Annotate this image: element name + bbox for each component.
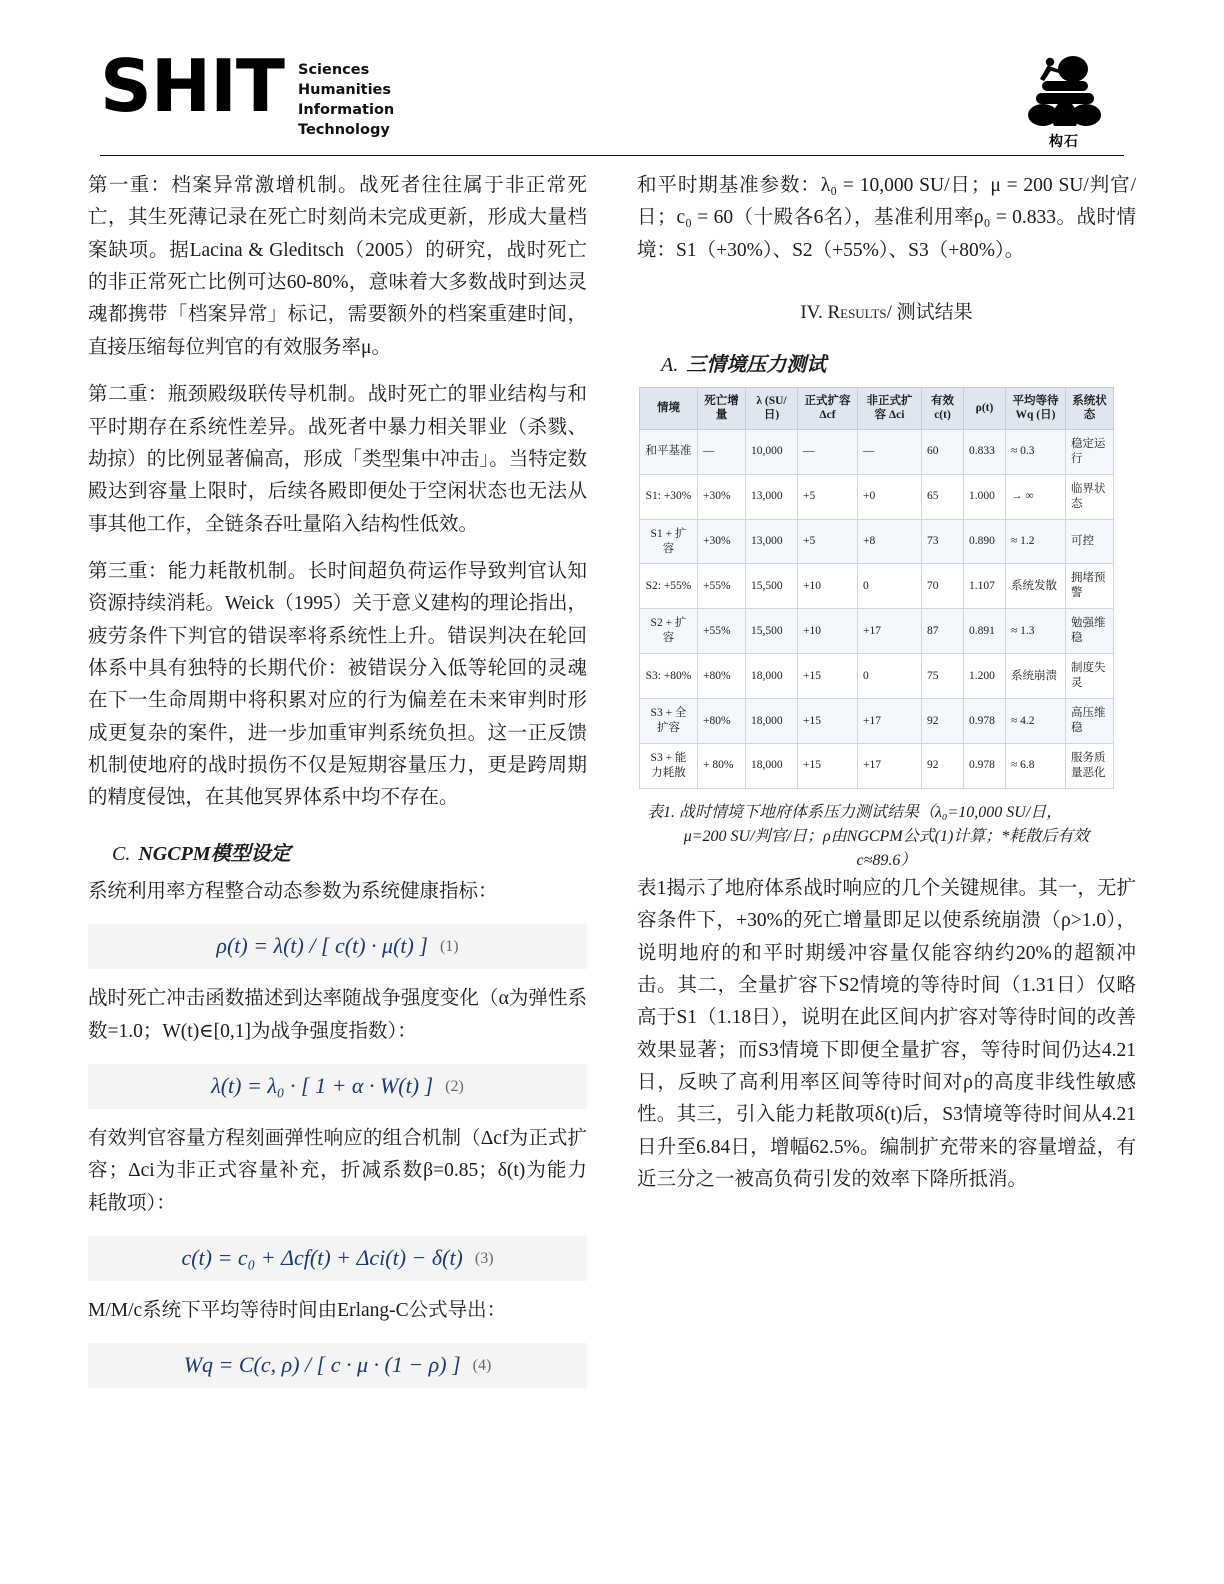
brand-expansion-line: Humanities [298,82,392,98]
table-row [640,609,1114,654]
cell-formal-expansion: — [798,429,858,474]
cell-effective-c: 92 [922,699,964,744]
table-row [640,699,1114,744]
cell-informal-expansion: +17 [858,743,922,788]
table-row [640,519,1114,564]
cell-wait-time: ≈ 1.3 [1006,609,1066,654]
equation-4 [88,1343,587,1388]
section-heading-results [637,297,1136,324]
table-row [640,743,1114,788]
paragraph: 第一重：档案异常激增机制。战死者往往属于非正常死亡，其生死薄记录在死亡时刻尚未完成更新，形成大量档案缺项。据Lacina & Gleditsch（2005）的研究，战时死亡的非正常死亡比例可达60-80%，意味着大多数战时到达灵魂都携带「档案异常」标记，需要额外的档案重建时间，直接压缩每位判官的有效服务率μ。 [88,175,587,358]
cell-rho: 1.000 [964,474,1006,519]
brand-wordmark: SHIT [100,44,285,128]
equation-1 [88,924,587,969]
masthead-divider [100,155,1124,156]
cell-rho: 1.200 [964,654,1006,699]
table-caption-line: 表1. 战时情境下地府体系压力测试结果（λ₀=10,000 SU/日， [647,803,1063,821]
cell-scenario: S1: +30% [640,474,698,519]
cell-lambda: 10,000 [746,429,798,474]
section-label: C. [112,842,131,865]
left-column [88,170,587,1402]
section-title: 三情境压力测试 [686,354,827,377]
col-header-system-state: 系统状态 [1066,388,1114,430]
cell-informal-expansion: 0 [858,654,922,699]
cell-lambda: 15,500 [746,609,798,654]
cell-system-state: 高压维稳 [1066,699,1114,744]
cell-wait-time: 系统崩溃 [1006,654,1066,699]
paragraph: M/M/c系统下平均等待时间由Erlang-C公式导出： [88,1299,507,1321]
cell-system-state: 勉强维稳 [1066,609,1114,654]
stacked-stones-icon [1016,52,1112,130]
cell-informal-expansion: — [858,429,922,474]
cell-scenario: S3 + 能力耗散 [640,743,698,788]
col-header-scenario: 情境 [640,388,698,430]
cell-rho: 0.891 [964,609,1006,654]
cell-rho: 0.890 [964,519,1006,564]
col-header-lambda: λ (SU/日) [746,388,798,430]
results-table [639,387,1114,789]
section-heading-a [637,348,1136,377]
publisher-mark [1004,52,1124,151]
cell-death-increase: +80% [698,699,746,744]
table-row [640,564,1114,609]
cell-effective-c: 65 [922,474,964,519]
cell-wait-time: ≈ 1.2 [1006,519,1066,564]
cell-death-increase: + 80% [698,743,746,788]
equation-body: Wq = C(c, ρ) / [ c · μ · (1 − ρ) ] [183,1352,461,1378]
cell-scenario: S2: +55% [640,564,698,609]
cell-effective-c: 73 [922,519,964,564]
equation-number: (4) [472,1357,492,1375]
equation-number: (1) [439,938,459,956]
cell-lambda: 18,000 [746,699,798,744]
cell-lambda: 18,000 [746,654,798,699]
cell-system-state: 临界状态 [1066,474,1114,519]
table-caption [641,801,1132,873]
section-title: Results/ 测试结果 [827,302,973,324]
cell-lambda: 13,000 [746,474,798,519]
paragraph: 表1揭示了地府体系战时响应的几个关键规律。其一，无扩容条件下，+30%的死亡增量即足以使系统崩溃（ρ>1.0），说明地府的和平时期缓冲容量仅能容纳约20%的超额冲击。其二，全量扩容下S2情境的等待时间（1.31日）仅略高于S1（1.18日），说明在此区间内扩容对等待时间的改善效果显著；而S3情境下即便全量扩容，等待时间仍达4.21日，反映了高利用率区间等待时间对ρ的高度非线性敏感性。其三，引入能力耗散项δ(t)后，S3情境等待时间从4.21日升至6.84日，增幅62.5%。编制扩充带来的容量增益，有近三分之一被高负荷引发的效率下降所抵消。 [637,877,1136,1191]
cell-death-increase: +55% [698,609,746,654]
section-label: A. [661,354,679,377]
equation-number: (3) [474,1249,494,1267]
paragraph: 和平时期基准参数：λ₀ = 10,000 SU/日；μ = 200 SU/判官/日；c₀ = 60（十殿各6名），基准利用率ρ₀ = 0.833。战时情境：S1（+30%）、S2（+55%）、S3（+80%）。 [637,175,1136,261]
cell-death-increase: — [698,429,746,474]
col-header-formal-expansion: 正式扩容 Δcf [798,388,858,430]
section-title: NGCPM模型设定 [138,842,291,865]
cell-death-increase: +80% [698,654,746,699]
equation-body: ρ(t) = λ(t) / [ c(t) · μ(t) ] [216,933,428,959]
cell-scenario: 和平基准 [640,429,698,474]
table-row [640,474,1114,519]
table-header-row [640,388,1114,430]
cell-effective-c: 60 [922,429,964,474]
cell-scenario: S1 + 扩容 [640,519,698,564]
results-table-container [637,387,1136,789]
cell-informal-expansion: +0 [858,474,922,519]
journal-logo [100,44,395,140]
cell-formal-expansion: +5 [798,474,858,519]
right-column [637,170,1136,1402]
cell-wait-time: ≈ 6.8 [1006,743,1066,788]
brand-expansion-line: Technology [298,122,390,138]
cell-lambda: 13,000 [746,519,798,564]
cell-wait-time: → ∞ [1006,474,1066,519]
cell-formal-expansion: +10 [798,564,858,609]
paragraph: 第二重：瓶颈殿级联传导机制。战时死亡的罪业结构与和平时期存在系统性差异。战死者中暴力相关罪业（杀戮、劫掠）的比例显著偏高，形成「类型集中冲击」。当特定数殿达到容量上限时，后续各殿即便处于空闲状态也无法从事其他工作，全链条吞吐量陷入结构性低效。 [88,384,587,535]
paragraph: 第三重：能力耗散机制。长时间超负荷运作导致判官认知资源持续消耗。Weick（1995）关于意义建构的理论指出，疲劳条件下判官的错误率将系统性上升。错误判决在轮回体系中具有独特的长期代价：被错误分入低等轮回的灵魂在下一生命周期中将积累对应的行为偏差在未来审判时形成更复杂的案件，进一步加重审判系统负担。这一正反馈机制使地府的战时损伤不仅是短期容量压力，更是跨周期的精度侵蚀，在其他冥界体系中均不存在。 [88,560,587,809]
publisher-name: 构石 [1049,134,1079,150]
equation-2 [88,1064,587,1109]
cell-rho: 1.107 [964,564,1006,609]
col-header-informal-expansion: 非正式扩容 Δci [858,388,922,430]
cell-formal-expansion: +15 [798,654,858,699]
cell-wait-time: ≈ 4.2 [1006,699,1066,744]
col-header-rho: ρ(t) [964,388,1006,430]
table-caption-line: c≈89.6） [856,851,917,869]
cell-rho: 0.833 [964,429,1006,474]
cell-effective-c: 87 [922,609,964,654]
two-column-body [88,170,1136,1402]
cell-informal-expansion: 0 [858,564,922,609]
cell-scenario: S3: +80% [640,654,698,699]
cell-informal-expansion: +8 [858,519,922,564]
brand-expansion-line: Information [298,102,395,118]
cell-informal-expansion: +17 [858,699,922,744]
cell-informal-expansion: +17 [858,609,922,654]
cell-system-state: 拥堵预警 [1066,564,1114,609]
cell-effective-c: 70 [922,564,964,609]
table-row [640,654,1114,699]
cell-effective-c: 92 [922,743,964,788]
cell-formal-expansion: +10 [798,609,858,654]
table-row [640,429,1114,474]
cell-system-state: 可控 [1066,519,1114,564]
col-header-effective-c: 有效 c(t) [922,388,964,430]
paragraph: 系统利用率方程整合动态参数为系统健康指标： [88,880,498,902]
cell-formal-expansion: +15 [798,699,858,744]
brand-expansion [298,60,394,140]
cell-death-increase: +30% [698,519,746,564]
table-caption-line: μ=200 SU/判官/日；ρ由NGCPM公式(1)计算；*耗散后有效 [683,827,1090,845]
cell-system-state: 制度失灵 [1066,654,1114,699]
paragraph: 有效判官容量方程刻画弹性响应的组合机制（Δcf为正式扩容；Δci为非正式容量补充，折减系数β=0.85；δ(t)为能力耗散项）： [88,1127,587,1214]
section-number: IV. [800,302,823,324]
cell-effective-c: 75 [922,654,964,699]
cell-lambda: 18,000 [746,743,798,788]
cell-rho: 0.978 [964,699,1006,744]
equation-3 [88,1236,587,1281]
paragraph: 战时死亡冲击函数描述到达率随战争强度变化（α为弹性系数=1.0；W(t)∈[0,1]为战争强度指数）： [88,988,587,1042]
cell-death-increase: +55% [698,564,746,609]
equation-body: λ(t) = λ₀ · [ 1 + α · W(t) ] [211,1072,434,1098]
masthead [100,44,1124,152]
equation-number: (2) [445,1077,464,1095]
cell-system-state: 服务质量恶化 [1066,743,1114,788]
col-header-death-increase: 死亡增量 [698,388,746,430]
cell-wait-time: ≈ 0.3 [1006,429,1066,474]
cell-scenario: S2 + 扩容 [640,609,698,654]
cell-formal-expansion: +5 [798,519,858,564]
cell-wait-time: 系统发散 [1006,564,1066,609]
cell-rho: 0.978 [964,743,1006,788]
section-heading-c [88,837,587,866]
table-body [640,429,1114,788]
col-header-wait-time: 平均等待 Wq (日) [1006,388,1066,430]
cell-formal-expansion: +15 [798,743,858,788]
brand-expansion-line: Sciences [298,62,370,78]
cell-lambda: 15,500 [746,564,798,609]
equation-body: c(t) = c₀ + Δcf(t) + Δci(t) − δ(t) [181,1244,463,1270]
cell-system-state: 稳定运行 [1066,429,1114,474]
cell-scenario: S3 + 全扩容 [640,699,698,744]
cell-death-increase: +30% [698,474,746,519]
